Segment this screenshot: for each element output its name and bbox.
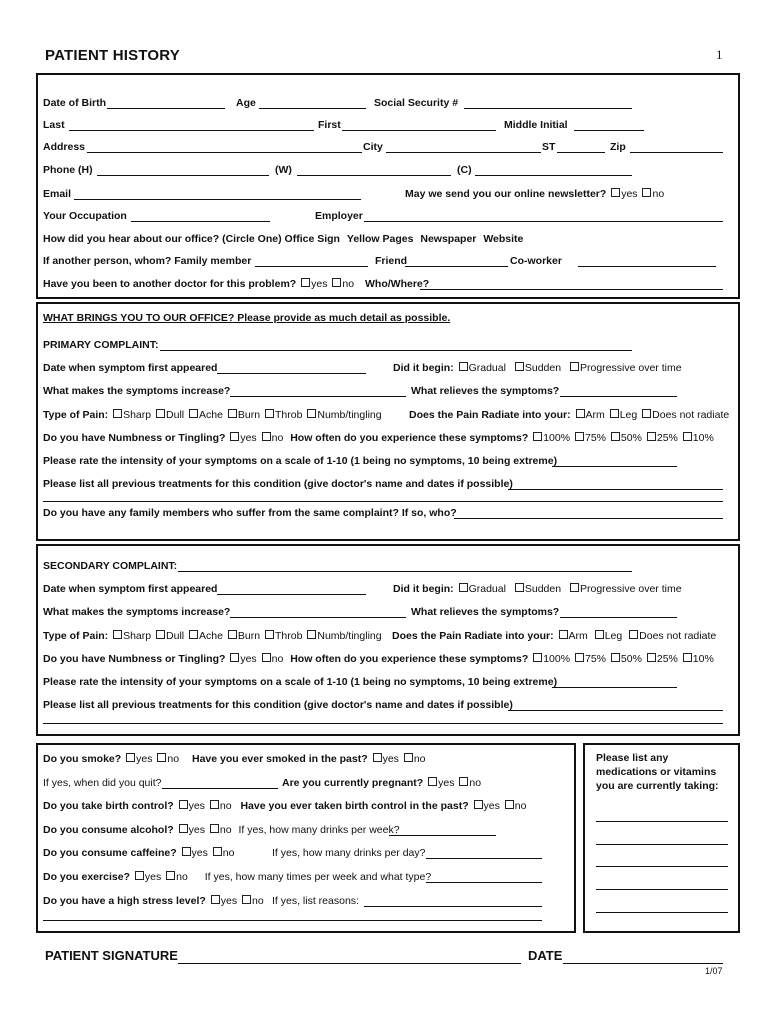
other-doctor-no-checkbox[interactable] [332, 278, 341, 287]
radiate-label: Does the Pain Radiate into your: [392, 630, 554, 642]
primary-radiate-row [409, 409, 729, 421]
primary-intensity-field[interactable] [552, 466, 677, 467]
arm-label: Arm [568, 630, 588, 642]
sudden-label: Sudden [524, 362, 562, 374]
age-field[interactable] [259, 108, 366, 109]
not-radiate-checkbox[interactable] [642, 409, 651, 418]
pregnant-yes-checkbox[interactable] [428, 777, 437, 786]
age-label: Age [236, 97, 256, 109]
yes-label: yes [311, 278, 328, 290]
ever-bc-label: Have you ever taken birth control in the past? [240, 800, 469, 812]
freq-25-checkbox[interactable] [647, 653, 656, 662]
sharp-checkbox[interactable] [113, 630, 122, 639]
secondary-complaint-field[interactable] [178, 571, 632, 572]
throb-checkbox[interactable] [265, 630, 274, 639]
freq-100-label: 100% [543, 432, 571, 444]
birth-control-label: Do you take birth control? [43, 800, 174, 812]
friend-label: Friend [375, 255, 408, 267]
last-label: Last [43, 119, 65, 131]
primary-date-field[interactable] [217, 373, 366, 374]
who-where-field[interactable] [420, 289, 723, 290]
sudden-checkbox[interactable] [515, 583, 524, 592]
radiate-label: Does the Pain Radiate into your: [409, 409, 571, 421]
how-often-label: How often do you experience these symptoms? [290, 432, 529, 444]
occupation-field[interactable] [131, 221, 270, 222]
phone-w-label: (W) [275, 164, 292, 176]
yes-label: yes [220, 895, 238, 907]
medication-line-1[interactable] [596, 821, 728, 822]
date-appeared-label: Date when symptom first appeared [43, 362, 218, 374]
numbness-label: Do you have Numbness or Tingling? [43, 432, 226, 444]
no-label: no [219, 824, 232, 836]
sharp-checkbox[interactable] [113, 409, 122, 418]
phone-h-label: Phone (H) [43, 164, 93, 176]
sudden-checkbox[interactable] [515, 362, 524, 371]
state-field[interactable] [557, 152, 605, 153]
coworker-label: Co-worker [510, 255, 562, 267]
did-begin-label: Did it begin: [393, 362, 454, 374]
employer-field[interactable] [364, 221, 723, 222]
no-label: no [413, 753, 426, 765]
numbness-yes-checkbox[interactable] [230, 653, 239, 662]
relieves-label: What relieves the symptoms? [411, 606, 560, 618]
gradual-label: Gradual [468, 362, 506, 374]
newsletter-row [405, 188, 664, 200]
quit-field[interactable] [162, 788, 278, 789]
family-label: Do you have any family members who suffer from the same complaint? If so, who? [43, 507, 457, 519]
date-label: DATE [528, 948, 563, 963]
freq-25-label: 25% [656, 432, 678, 444]
dull-label: Dull [166, 630, 185, 642]
who-where-label: Who/Where? [365, 278, 430, 290]
no-label: no [176, 871, 188, 883]
ever-bc-yes-checkbox[interactable] [474, 800, 483, 809]
city-label: City [363, 141, 383, 153]
friend-field[interactable] [405, 266, 508, 267]
freq-100-checkbox[interactable] [533, 432, 542, 441]
yes-label: yes [240, 432, 257, 444]
burn-label: Burn [237, 409, 261, 421]
alcohol-no-checkbox[interactable] [210, 824, 219, 833]
family-member-label: If another person, whom? Family member [43, 255, 252, 267]
other-doctor-row [43, 278, 429, 290]
relieves-label: What relieves the symptoms? [411, 385, 560, 397]
primary-pain-type-row [43, 409, 382, 421]
ssn-field[interactable] [464, 108, 632, 109]
no-label: no [222, 847, 235, 859]
smoke-yes-checkbox[interactable] [126, 753, 135, 762]
dull-checkbox[interactable] [156, 409, 165, 418]
leg-checkbox[interactable] [610, 409, 619, 418]
ever-bc-no-checkbox[interactable] [505, 800, 514, 809]
secondary-radiate-row [392, 630, 716, 642]
primary-complaint-field[interactable] [160, 350, 632, 351]
pregnant-label: Are you currently pregnant? [282, 777, 424, 789]
no-label: no [219, 800, 232, 812]
treatments-label: Please list all previous treatments for this condition (give doctor's name and dates if possible) [43, 699, 513, 711]
quit-label: If yes, when did you quit? [43, 777, 162, 789]
type-pain-label: Type of Pain: [43, 630, 109, 642]
secondary-complaint-label: SECONDARY COMPLAINT: [43, 560, 178, 572]
numb-label: Numb/tingling [317, 409, 382, 421]
option-yellow-pages[interactable]: Yellow Pages [346, 233, 414, 245]
first-name-field[interactable] [342, 130, 496, 131]
secondary-onset-row [393, 583, 682, 595]
employer-label: Employer [315, 210, 363, 222]
occupation-label: Your Occupation [43, 210, 127, 222]
numb-checkbox[interactable] [307, 409, 316, 418]
progressive-checkbox[interactable] [570, 362, 579, 371]
caffeine-row [43, 847, 234, 859]
phone-cell-field[interactable] [475, 175, 632, 176]
ssn-label: Social Security # [374, 97, 459, 109]
no-label: no [167, 753, 180, 765]
freq-50-label: 50% [620, 653, 642, 665]
exercise-yes-checkbox[interactable] [135, 871, 144, 880]
address-label: Address [43, 141, 86, 153]
leg-checkbox[interactable] [595, 630, 604, 639]
progressive-label: Progressive over time [580, 583, 682, 595]
medications-label: Please list any medications or vitamins you are currently taking: [596, 752, 719, 792]
alcohol-label: Do you consume alcohol? [43, 824, 174, 836]
exercise-field[interactable] [426, 882, 542, 883]
stress-field[interactable] [364, 906, 542, 907]
freq-25-checkbox[interactable] [647, 432, 656, 441]
st-label: ST [542, 141, 556, 153]
yes-label: yes [382, 753, 399, 765]
freq-75-checkbox[interactable] [575, 653, 584, 662]
freq-10-label: 10% [692, 432, 714, 444]
alcohol-row [43, 824, 400, 836]
signature-date-field[interactable] [563, 963, 723, 964]
secondary-intensity-field[interactable] [552, 687, 677, 688]
freq-25-label: 25% [656, 653, 678, 665]
not-radiate-label: Does not radiate [652, 409, 730, 421]
caffeine-question: If yes, how many drinks per day? [272, 847, 426, 859]
dull-checkbox[interactable] [156, 630, 165, 639]
exercise-label: Do you exercise? [43, 871, 130, 883]
freq-100-label: 100% [543, 653, 571, 665]
numbness-yes-checkbox[interactable] [230, 432, 239, 441]
type-pain-label: Type of Pain: [43, 409, 109, 421]
zip-field[interactable] [630, 152, 723, 153]
numbness-label: Do you have Numbness or Tingling? [43, 653, 226, 665]
option-website[interactable]: Website [483, 233, 524, 245]
smoke-label: Do you smoke? [43, 753, 122, 765]
sudden-label: Sudden [524, 583, 562, 595]
gradual-label: Gradual [468, 583, 506, 595]
throb-checkbox[interactable] [265, 409, 274, 418]
birth-control-yes-checkbox[interactable] [179, 800, 188, 809]
phone-c-label: (C) [457, 164, 472, 176]
sharp-label: Sharp [123, 409, 152, 421]
phone-home-field[interactable] [97, 175, 269, 176]
smoke-no-checkbox[interactable] [157, 753, 166, 762]
stress-question: If yes, list reasons: [272, 895, 359, 907]
zip-label: Zip [610, 141, 626, 153]
smoke-row [43, 753, 426, 765]
leg-label: Leg [619, 409, 638, 421]
stress-field-2[interactable] [43, 920, 542, 921]
secondary-treatments-field[interactable] [508, 710, 723, 711]
primary-onset-row [393, 362, 682, 374]
no-label: no [514, 800, 527, 812]
middle-initial-field[interactable] [574, 130, 644, 131]
secondary-date-field[interactable] [217, 594, 366, 595]
progressive-label: Progressive over time [580, 362, 682, 374]
newsletter-yes-checkbox[interactable] [611, 188, 620, 197]
ache-checkbox[interactable] [189, 630, 198, 639]
primary-numbness-row [43, 432, 714, 444]
primary-treatments-field[interactable] [508, 489, 723, 490]
no-label: no [342, 278, 355, 290]
not-radiate-label: Does not radiate [639, 630, 717, 642]
referral-row [43, 233, 523, 245]
yes-label: yes [621, 188, 638, 200]
newsletter-label: May we send you our online newsletter? [405, 188, 607, 200]
caffeine-yes-checkbox[interactable] [182, 847, 191, 856]
option-newspaper[interactable]: Newspaper [420, 233, 477, 245]
yes-label: yes [191, 847, 208, 859]
email-field[interactable] [74, 199, 361, 200]
arm-label: Arm [585, 409, 605, 421]
family-member-field[interactable] [255, 266, 368, 267]
address-field[interactable] [87, 152, 362, 153]
primary-relieves-field[interactable] [560, 396, 677, 397]
burn-checkbox[interactable] [228, 409, 237, 418]
yes-label: yes [188, 800, 205, 812]
stress-yes-checkbox[interactable] [211, 895, 220, 904]
signature-field[interactable] [178, 963, 521, 964]
how-often-label: How often do you experience these symptoms? [290, 653, 529, 665]
gradual-checkbox[interactable] [459, 583, 468, 592]
pregnant-no-checkbox[interactable] [459, 777, 468, 786]
email-label: Email [43, 188, 72, 200]
phone-work-field[interactable] [297, 175, 451, 176]
birth-control-row [43, 800, 526, 812]
numbness-no-checkbox[interactable] [262, 432, 271, 441]
numb-checkbox[interactable] [307, 630, 316, 639]
ache-checkbox[interactable] [189, 409, 198, 418]
freq-100-checkbox[interactable] [533, 653, 542, 662]
progressive-checkbox[interactable] [570, 583, 579, 592]
throb-label: Throb [275, 409, 303, 421]
primary-treatments-field-2[interactable] [43, 501, 723, 502]
leg-label: Leg [604, 630, 623, 642]
increase-label: What makes the symptoms increase? [43, 385, 231, 397]
medication-line-4[interactable] [596, 889, 728, 890]
yes-label: yes [144, 871, 162, 883]
stress-label: Do you have a high stress level? [43, 895, 206, 907]
pregnant-row [282, 777, 481, 789]
signature-label: PATIENT SIGNATURE [45, 948, 178, 963]
medication-line-2[interactable] [596, 844, 728, 845]
no-label: no [252, 895, 264, 907]
intensity-label: Please rate the intensity of your symptoms on a scale of 1-10 (1 being no symptoms, 10 being extreme) [43, 455, 558, 467]
other-doctor-yes-checkbox[interactable] [301, 278, 310, 287]
family-field[interactable] [454, 518, 723, 519]
alcohol-question: If yes, how many drinks per week? [238, 824, 400, 836]
primary-complaint-label: PRIMARY COMPLAINT: [43, 339, 159, 351]
revision-code: 1/07 [705, 966, 723, 976]
dob-row [43, 97, 106, 109]
freq-50-label: 50% [620, 432, 642, 444]
first-label: First [318, 119, 341, 131]
primary-complaint-section [36, 302, 740, 541]
stress-row [43, 895, 264, 907]
coworker-field[interactable] [578, 266, 716, 267]
no-label: no [271, 432, 284, 444]
numbness-no-checkbox[interactable] [262, 653, 271, 662]
freq-10-label: 10% [692, 653, 714, 665]
alcohol-field[interactable] [389, 835, 496, 836]
freq-75-checkbox[interactable] [575, 432, 584, 441]
alcohol-yes-checkbox[interactable] [179, 824, 188, 833]
arm-checkbox[interactable] [576, 409, 585, 418]
exercise-question: If yes, how many times per week and what type? [204, 871, 432, 883]
not-radiate-checkbox[interactable] [629, 630, 638, 639]
secondary-treatments-field-2[interactable] [43, 723, 723, 724]
no-label: no [469, 777, 482, 789]
secondary-numbness-row [43, 653, 714, 665]
freq-75-label: 75% [584, 653, 606, 665]
did-begin-label: Did it begin: [393, 583, 454, 595]
secondary-relieves-field[interactable] [560, 617, 677, 618]
freq-10-checkbox[interactable] [683, 432, 692, 441]
dob-label: Date of Birth [43, 97, 106, 109]
primary-increase-field[interactable] [230, 396, 406, 397]
sharp-label: Sharp [123, 630, 152, 642]
date-appeared-label: Date when symptom first appeared [43, 583, 218, 595]
ache-label: Ache [199, 630, 223, 642]
freq-50-checkbox[interactable] [611, 653, 620, 662]
yes-label: yes [136, 753, 153, 765]
caffeine-label: Do you consume caffeine? [43, 847, 177, 859]
option-office-sign[interactable]: Office Sign [284, 233, 340, 245]
page-title: PATIENT HISTORY [45, 47, 180, 64]
caffeine-no-checkbox[interactable] [213, 847, 222, 856]
smoked-past-no-checkbox[interactable] [404, 753, 413, 762]
medication-line-5[interactable] [596, 912, 728, 913]
last-name-field[interactable] [69, 130, 314, 131]
secondary-pain-type-row [43, 630, 382, 642]
newsletter-no-checkbox[interactable] [642, 188, 651, 197]
freq-75-label: 75% [584, 432, 606, 444]
middle-label: Middle Initial [504, 119, 568, 131]
treatments-label: Please list all previous treatments for this condition (give doctor's name and dates if possible) [43, 478, 513, 490]
secondary-increase-field[interactable] [230, 617, 406, 618]
numb-label: Numb/tingling [317, 630, 382, 642]
throb-label: Throb [275, 630, 303, 642]
increase-label: What makes the symptoms increase? [43, 606, 231, 618]
burn-checkbox[interactable] [228, 630, 237, 639]
no-label: no [271, 653, 284, 665]
referral-label: How did you hear about our office? (Circle One) [43, 233, 282, 245]
yes-label: yes [438, 777, 455, 789]
yes-label: yes [483, 800, 500, 812]
exercise-no-checkbox[interactable] [166, 871, 175, 880]
dull-label: Dull [166, 409, 185, 421]
caffeine-field[interactable] [426, 858, 542, 859]
yes-label: yes [240, 653, 257, 665]
complaint-heading: WHAT BRINGS YOU TO OUR OFFICE? Please provide as much detail as possible. [43, 312, 451, 324]
no-label: no [652, 188, 665, 200]
medication-line-3[interactable] [596, 866, 728, 867]
page-number: 1 [716, 47, 723, 62]
yes-label: yes [188, 824, 205, 836]
dob-field[interactable] [107, 108, 225, 109]
gradual-checkbox[interactable] [459, 362, 468, 371]
arm-checkbox[interactable] [559, 630, 568, 639]
smoked-past-label: Have you ever smoked in the past? [191, 753, 368, 765]
stress-no-checkbox[interactable] [242, 895, 251, 904]
exercise-row [43, 871, 431, 883]
smoked-past-yes-checkbox[interactable] [373, 753, 382, 762]
birth-control-no-checkbox[interactable] [210, 800, 219, 809]
other-doctor-label: Have you been to another doctor for this problem? [43, 278, 297, 290]
ache-label: Ache [199, 409, 223, 421]
freq-10-checkbox[interactable] [683, 653, 692, 662]
freq-50-checkbox[interactable] [611, 432, 620, 441]
city-field[interactable] [386, 152, 541, 153]
burn-label: Burn [237, 630, 261, 642]
intensity-label: Please rate the intensity of your symptoms on a scale of 1-10 (1 being no symptoms, 10 being extreme) [43, 676, 558, 688]
